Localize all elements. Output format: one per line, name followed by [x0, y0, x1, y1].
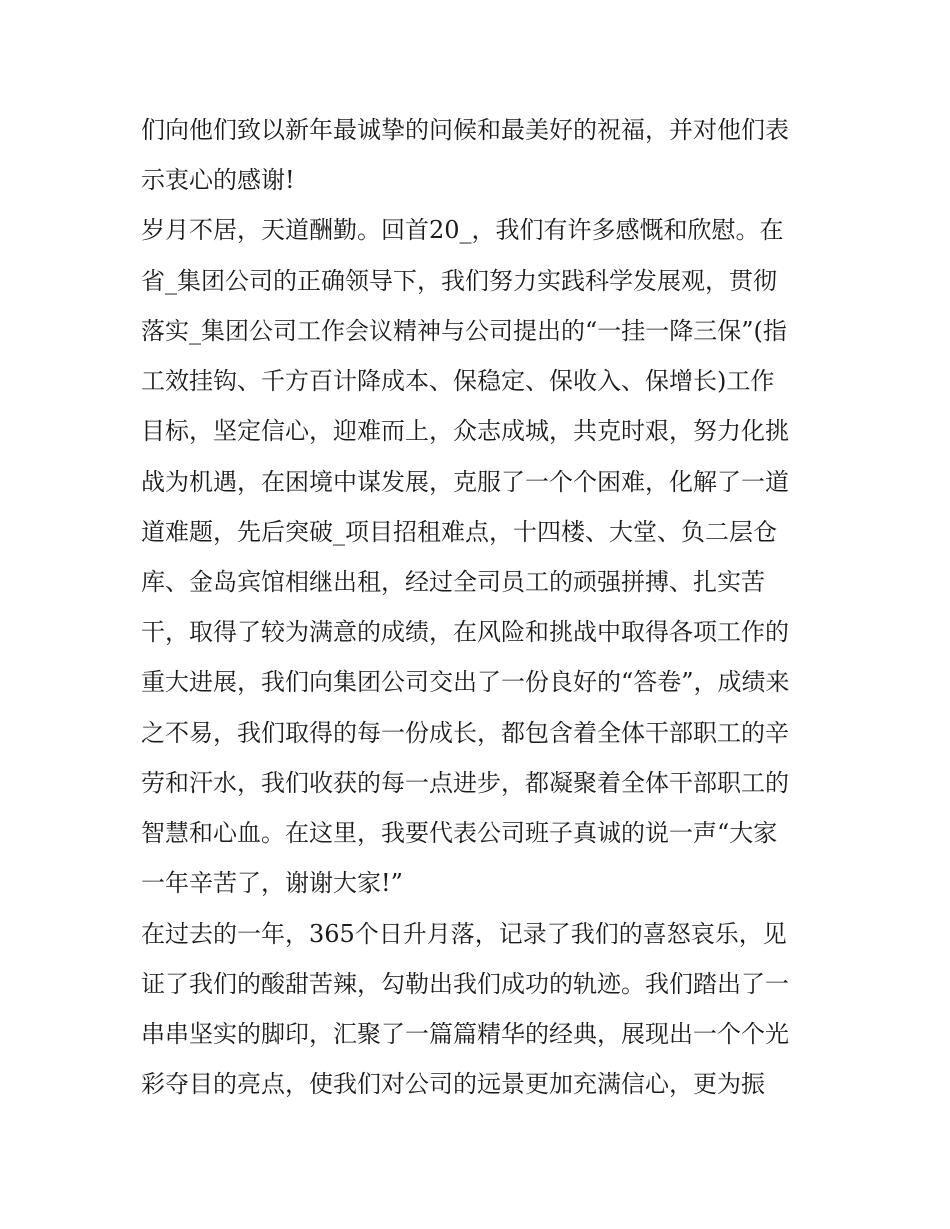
text-line: 岁月不居，天道酬勤。回首20_，我们有许多感慨和欣慰。在 [141, 216, 784, 244]
text-line: 干，取得了较为满意的成绩，在风险和挑战中取得各项工作的 [141, 618, 789, 646]
text-line: 战为机遇，在困境中谋发展，克服了一个个困难，化解了一道 [141, 468, 789, 496]
text-line: 证了我们的酸甜苦辣，勾勒出我们成功的轨迹。我们踏出了一 [141, 970, 789, 998]
text-line: 落实_集团公司工作会议精神与公司提出的“一挂一降三保”(指 [141, 317, 787, 345]
text-line: 串串坚实的脚印，汇聚了一篇篇精华的经典，展现出一个个光 [141, 1020, 789, 1048]
text-line: 重大进展，我们向集团公司交出了一份良好的“答卷”，成绩来 [141, 668, 790, 696]
text-line: 智慧和心血。在这里，我要代表公司班子真诚的说一声“大家 [141, 819, 778, 847]
text-line: 库、金岛宾馆相继出租，经过全司员工的顽强拼搏、扎实苦 [141, 568, 765, 596]
text-line: 劳和汗水，我们收获的每一点进步，都凝聚着全体干部职工的 [141, 769, 789, 797]
text-line: 示衷心的感谢! [141, 166, 295, 194]
text-line: 们向他们致以新年最诚挚的问候和最美好的祝福，并对他们表 [141, 116, 789, 144]
text-line: 道难题，先后突破_项目招租难点，十四楼、大堂、负二层仓 [141, 518, 777, 546]
text-line: 在过去的一年，365个日升月落，记录了我们的喜怒哀乐，见 [141, 920, 787, 948]
text-line: 省_集团公司的正确领导下，我们努力实践科学发展观，贯彻 [141, 267, 777, 295]
text-line: 目标，坚定信心，迎难而上，众志成城，共克时艰，努力化挑 [141, 417, 789, 445]
text-line: 彩夺目的亮点，使我们对公司的远景更加充满信心，更为振 [141, 1070, 765, 1098]
text-line: 工效挂钩、千方百计降成本、保稳定、保收入、保增长)工作 [141, 367, 775, 395]
text-line: 之不易，我们取得的每一份成长，都包含着全体干部职工的辛 [141, 719, 789, 747]
text-line: 一年辛苦了，谢谢大家!” [141, 869, 403, 897]
